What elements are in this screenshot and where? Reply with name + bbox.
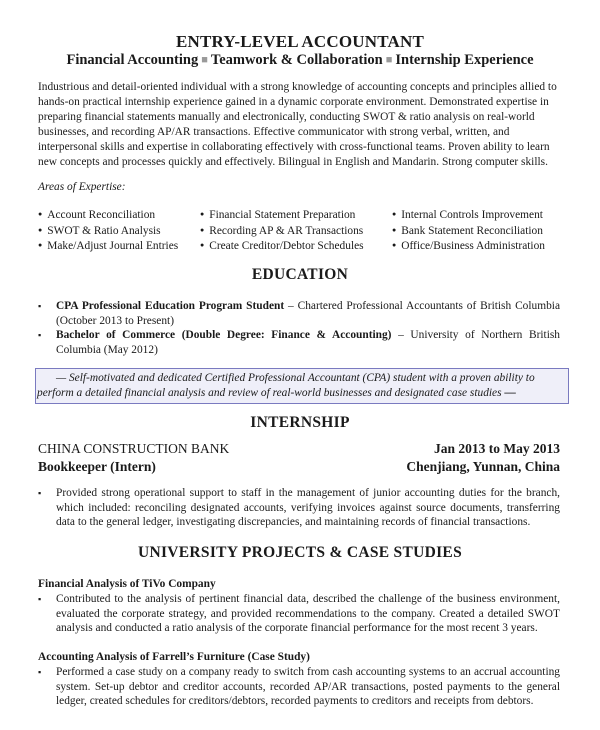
expertise-column-1 bbox=[38, 208, 178, 255]
summary-line: businesses, and recording AP/AR transactions. Effective communicator with strong verbal, written, and bbox=[38, 126, 510, 139]
expertise-item: ● SWOT & Ratio Analysis bbox=[38, 224, 178, 240]
job-role: Bookkeeper (Intern) bbox=[38, 459, 156, 474]
bullet-icon: ▪ bbox=[38, 301, 42, 311]
expertise-label: Areas of Expertise: bbox=[38, 181, 126, 193]
expertise-column-2 bbox=[200, 208, 364, 255]
summary-line: preparing financial statements manually and electronically, conducting SWOT & ratio analysis on real-world bbox=[38, 111, 535, 124]
degree-title: Bachelor of Commerce (Double Degree: Finance & Accounting) bbox=[56, 329, 392, 341]
education-item bbox=[38, 328, 560, 357]
skill-1: Financial Accounting bbox=[66, 52, 199, 68]
bullet-icon: ▪ bbox=[38, 330, 42, 340]
job-location: Chenjiang, Yunnan, China bbox=[406, 459, 560, 474]
project-description: Performed a case study on a company ready to switch from cash accounting systems to an accrual accounting system. Set-up debtor and creditor accounts, recorded AP/AR transactions, posted payments to the general ledger, created schedules for creditors/debtors, recorded payments to creditors and receipts from debtors. bbox=[56, 666, 560, 708]
summary-line: interpersonal skills and expertise in collaborating effectively with cross-functional teams. Proven ability to learn bbox=[38, 141, 550, 154]
summary-line: Industrious and detail-oriented individual with a strong knowledge of accounting concepts and principles allied to bbox=[38, 81, 557, 93]
expertise-item: ● Make/Adjust Journal Entries bbox=[38, 239, 178, 255]
degree-title: CPA Professional Education Program Student bbox=[56, 300, 285, 312]
resume-title: ENTRY-LEVEL ACCOUNTANT bbox=[176, 32, 424, 51]
separator-icon: ■ bbox=[201, 54, 208, 66]
skills-subtitle bbox=[0, 52, 600, 69]
job-dates: Jan 2013 to May 2013 bbox=[434, 441, 560, 456]
degree-details: – University of Northern British Columbia (May 2012) bbox=[56, 329, 560, 356]
bullet-icon: ▪ bbox=[38, 594, 42, 604]
expertise-item: ● Create Creditor/Debtor Schedules bbox=[200, 239, 364, 255]
callout-end-dash: — bbox=[501, 387, 516, 399]
separator-icon: ■ bbox=[385, 54, 393, 66]
skill-2: Teamwork & Collaboration bbox=[210, 52, 383, 68]
education-heading: EDUCATION bbox=[251, 266, 349, 283]
expertise-item: ● Office/Business Administration bbox=[392, 239, 545, 255]
expertise-column-3 bbox=[392, 208, 545, 255]
callout-box bbox=[35, 368, 569, 404]
internship-heading: INTERNSHIP bbox=[250, 414, 350, 431]
callout-line: — Self-motivated and dedicated Certified Professional Accountant (CPA) student with a proven ability to bbox=[56, 372, 535, 384]
company-name: CHINA CONSTRUCTION BANK bbox=[38, 441, 230, 456]
summary-line: new concepts and processes quickly and effectively. Bilingual in English and Mandarin. Strong computer skills. bbox=[38, 156, 548, 169]
project-item bbox=[38, 592, 560, 636]
project-title: Financial Analysis of TiVo Company bbox=[38, 578, 216, 590]
education-item bbox=[38, 299, 560, 328]
internship-bullet bbox=[38, 486, 560, 530]
projects-heading: UNIVERSITY PROJECTS & CASE STUDIES bbox=[137, 544, 462, 561]
internship-description: Provided strong operational support to staff in the management of junior accounting duties for the branch, which included: reconciling designated accounts, verifying invoices against source documents, transferring data to the general ledger, investigating discrepancies, and maintaining records of financial transactions. bbox=[56, 487, 560, 529]
bullet-icon: ▪ bbox=[38, 488, 42, 498]
callout-line: perform a detailed financial analysis and review of real-world businesses and designated case studies bbox=[37, 387, 502, 399]
expertise-item: ● Financial Statement Preparation bbox=[200, 208, 364, 224]
expertise-item: ● Internal Controls Improvement bbox=[392, 208, 545, 224]
skill-3: Internship Experience bbox=[395, 52, 534, 68]
expertise-item: ● Account Reconciliation bbox=[38, 208, 178, 224]
project-title: Accounting Analysis of Farrell’s Furniture (Case Study) bbox=[38, 651, 310, 663]
bullet-icon: ▪ bbox=[38, 667, 42, 677]
project-description: Contributed to the analysis of pertinent financial data, described the challenge of the business environment, evaluated the corporate strategy, and provided recommendations to the company. Created a detailed SWOT analysis and conducted a ratio analysis of the corporate financial performance for the most recent 3 years. bbox=[56, 593, 560, 635]
summary-paragraph bbox=[38, 80, 566, 171]
project-item bbox=[38, 665, 560, 709]
degree-details: – Chartered Professional Accountants of British Columbia (October 2013 to Present) bbox=[56, 300, 560, 327]
summary-line: hands-on practical internship experience gained in a dynamic corporate environment. Demonstrated expertise in bbox=[38, 96, 549, 109]
expertise-item: ● Bank Statement Reconciliation bbox=[392, 224, 545, 240]
expertise-item: ● Recording AP & AR Transactions bbox=[200, 224, 364, 240]
